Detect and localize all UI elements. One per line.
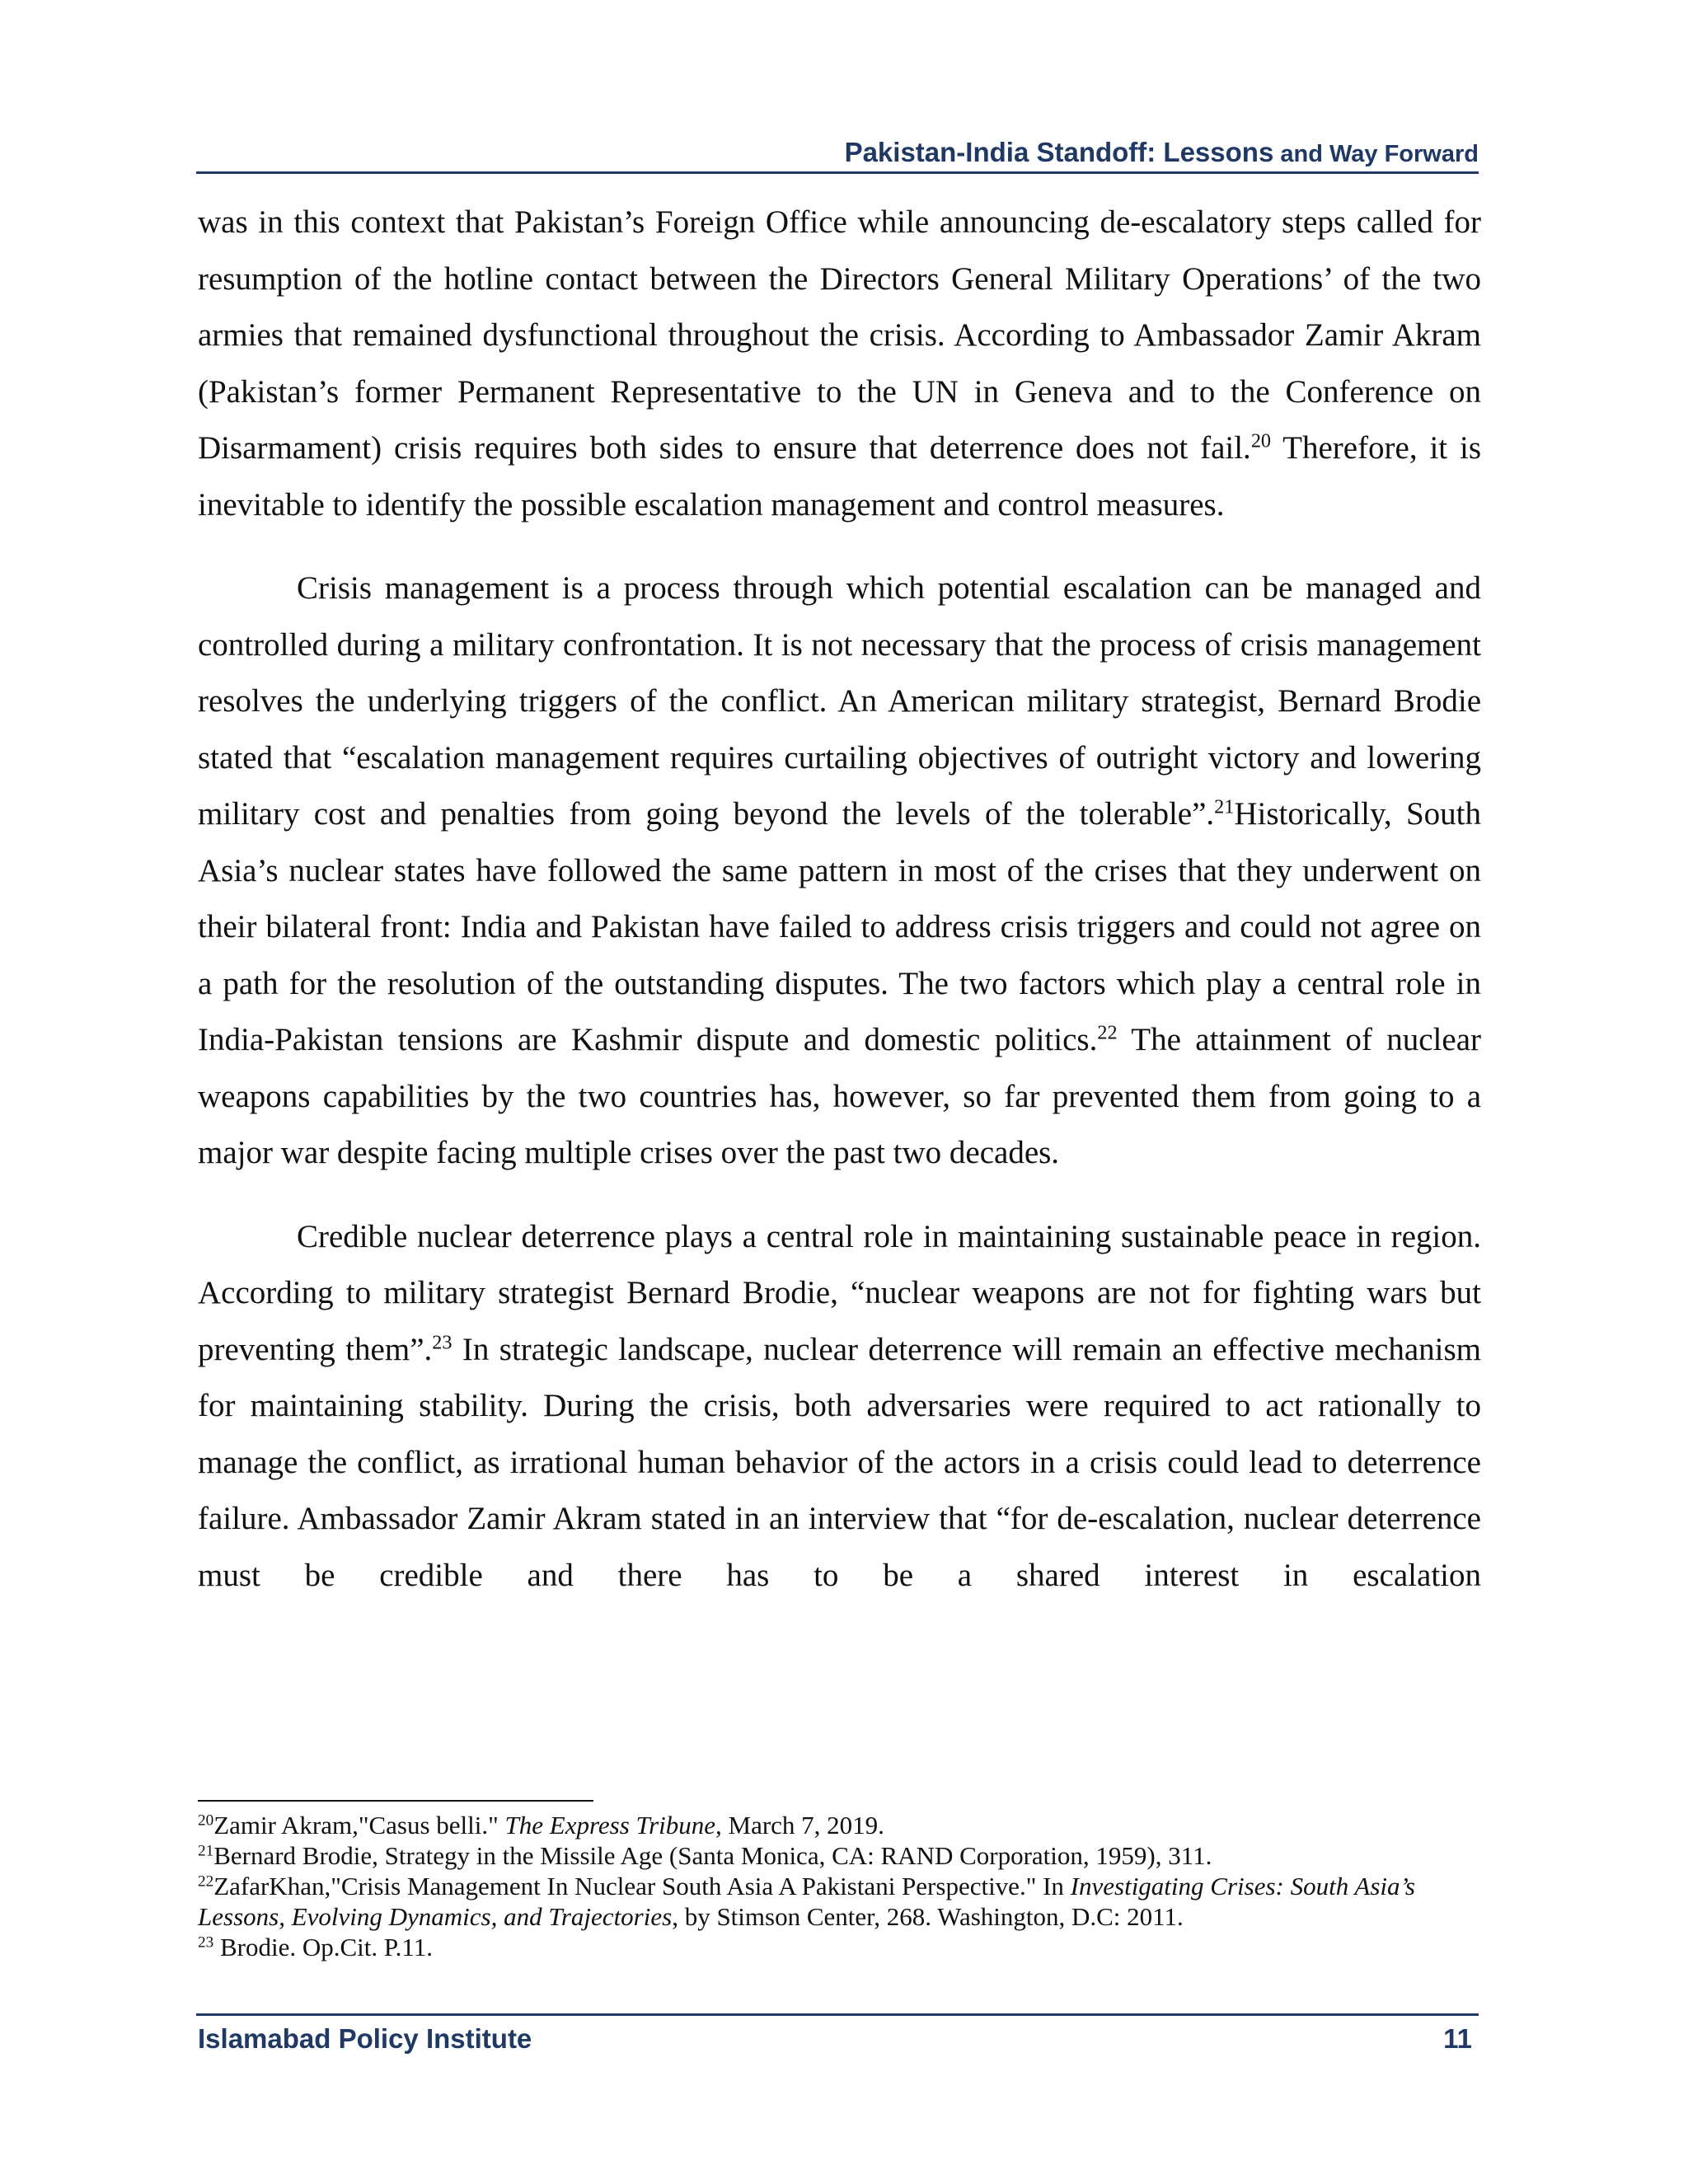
header-title-tail: and Way Forward [1273, 141, 1479, 167]
header-rule [196, 171, 1479, 174]
footnote-text: , by Stimson Center, 268. Washington, D.C: 2011. [672, 1902, 1184, 1931]
footnote-text: March 7, 2019. [721, 1811, 884, 1840]
paragraph-text: was in this context that Pakistan’s Foreign Office while announcing de-escalatory steps called for resumption of the hotline contact between the Directors General Military Operations’ of the two armies that remained dysfunctional throughout the crisis. According to Ambassador Zamir Akram (Pakistan’s former Permanent Representative to the UN in Geneva and to the Conference on Disarmament) crisis requires both sides to ensure that deterrence does not fail. [198, 204, 1481, 466]
footnote-text: Zamir Akram,"Casus belli." [213, 1811, 505, 1840]
footnotes [198, 1810, 1481, 1962]
body-text [198, 194, 1481, 1604]
footnote-ref-22[interactable]: 22 [1097, 1021, 1118, 1044]
footnote-italic: The Express Tribune, [504, 1811, 722, 1840]
footnote-text: ZafarKhan,"Crisis Management In Nuclear South Asia A Pakistani Perspective." In [213, 1872, 1071, 1900]
footnote-ref-23[interactable]: 23 [432, 1331, 452, 1354]
footnote-ref-20[interactable]: 20 [1250, 429, 1271, 452]
footnote-20 [198, 1810, 1481, 1840]
footnote-22 [198, 1871, 1481, 1932]
footer-institute: Islamabad Policy Institute [198, 2023, 532, 2054]
footnote-text: Bernard Brodie, Strategy in the Missile Age (Santa Monica, CA: RAND Corporation, 1959), 311. [213, 1841, 1212, 1870]
footnote-number: 21 [198, 1842, 214, 1860]
footer-rule [196, 2013, 1479, 2016]
footnote-number: 23 [198, 1933, 214, 1952]
footnote-ref-21[interactable]: 21 [1214, 795, 1235, 818]
paragraph-text: Historically, South Asia’s nuclear states have followed the same pattern in most of the crises that they underwent on their bilateral front: India and Pakistan have failed to address crisis triggers and could not agree on a path for the resolution of the outstanding disputes. The two factors which play a central role in India-Pakistan tensions are Kashmir dispute and domestic politics. [198, 796, 1481, 1057]
footnote-23 [198, 1932, 1481, 1962]
paragraph-2 [198, 560, 1481, 1182]
footnote-21 [198, 1840, 1481, 1871]
footnote-number: 20 [198, 1811, 214, 1830]
footnote-text: Brodie. Op.Cit. P.11. [213, 1933, 434, 1961]
paragraph-text: In strategic landscape, nuclear deterrence will remain an effective mechanism for maintaining stability. During the crisis, both adversaries were required to act rationally to manage the conflict, as irrational human behavior of the actors in a crisis could lead to deterrence failure. Ambassador Zamir Akram stated in an interview that “for de-escalation, nuclear deterrence must be credible and there has to be a shared interest in escalation [198, 1331, 1481, 1593]
paragraph-text: Crisis management is a process through which potential escalation can be managed and controlled during a military confrontation. It is not necessary that the process of crisis management resolves the underlying triggers of the conflict. An American military strategist, Bernard Brodie stated that “escalation management requires curtailing objectives of outright victory and lowering military cost and penalties from going beyond the levels of the tolerable”. [198, 570, 1481, 832]
paragraph-1 [198, 194, 1481, 533]
paragraph-text: Credible nuclear deterrence plays a central role in maintaining sustainable peace in region. According to military strategist Bernard Brodie, “nuclear weapons are not for fighting wars but preventing them”. [198, 1218, 1481, 1367]
footnote-separator [198, 1800, 593, 1802]
paragraph-text: The attainment of nuclear weapons capabilities by the two countries has, however, so far prevented them from going to a major war despite facing multiple crises over the past two decades. [198, 1022, 1482, 1170]
header-title-main: Pakistan-India Standoff: Lessons [844, 137, 1274, 167]
running-header [196, 137, 1479, 168]
page-number: 11 [1443, 2023, 1472, 2054]
running-footer [198, 2023, 1480, 2055]
footnote-number: 22 [198, 1872, 214, 1891]
paragraph-3 [198, 1209, 1481, 1605]
footnote-italic: Investigating Crises: South Asia’s Lessons, Evolving Dynamics, and Trajectories [198, 1872, 1415, 1931]
paragraph-text: Therefore, it is inevitable to identify the possible escalation management and control measures. [198, 430, 1482, 523]
